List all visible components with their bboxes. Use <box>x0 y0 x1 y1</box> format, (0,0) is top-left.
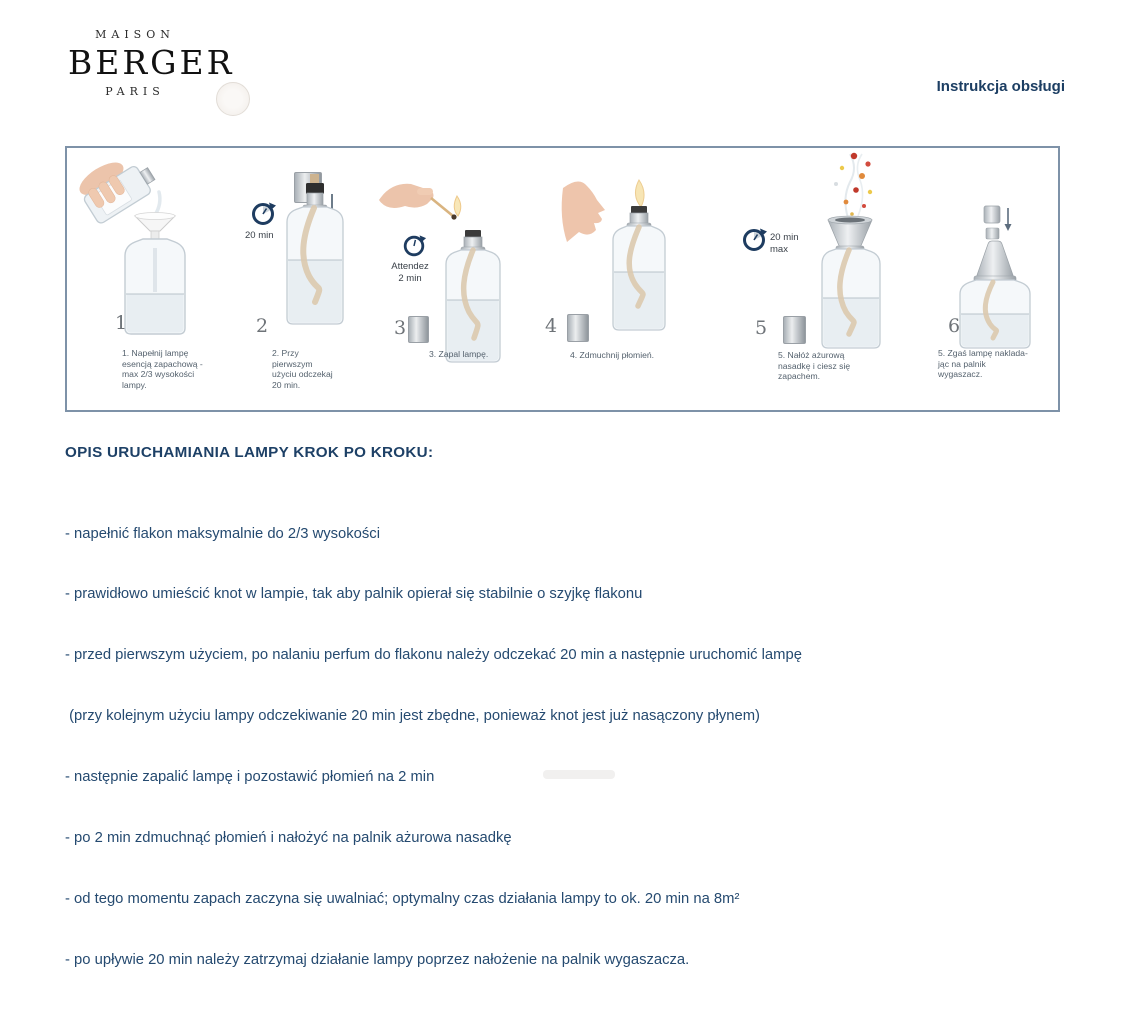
logo-seal-icon <box>216 82 250 116</box>
faint-watermark <box>543 770 615 779</box>
instruction-line: - po upływie 20 min należy zatrzymaj działanie lampy poprzez nałożenie na palnik wygaszacza. <box>65 951 690 968</box>
blow-out-flame-illustration-icon <box>555 174 685 334</box>
step-caption: 4. Zdmuchnij płomień. <box>570 350 655 360</box>
match-icon <box>431 198 453 216</box>
instruction-line: - przed pierwszym użyciem, po nalaniu perfum do flakonu należy odczekać 20 min a następnie uruchomić lampę <box>65 647 802 664</box>
step-number: 2 <box>256 315 269 337</box>
step-3 <box>377 148 525 408</box>
snuffer-lamp-illustration-icon <box>948 204 1043 354</box>
diffusing-lamp-illustration-icon <box>792 150 902 350</box>
lamp-cap-icon <box>567 314 589 342</box>
step-caption: 5. Zgaś lampę naklada- jąc na palnik wygaszacz. <box>938 348 1028 380</box>
instructions-heading: OPIS URUCHAMIANIA LAMPY KROK PO KROKU: <box>65 444 434 461</box>
timer-label: 20 min <box>245 230 274 241</box>
document-title: Instrukcja obsługi <box>936 78 1065 95</box>
funnel-icon <box>135 213 175 241</box>
step-number: 4 <box>545 315 558 337</box>
instruction-line: - następnie zapalić lampę i pozostawić płomień na 2 min <box>65 769 435 786</box>
lamp-cap-icon <box>408 316 429 343</box>
instruction-line: - napełnić flakon maksymalnie do 2/3 wysokości <box>65 525 380 542</box>
instruction-line: - od tego momentu zapach zaczyna się uwalniać; optymalny czas działania lampy to ok. 20 min na 8m² <box>65 890 740 907</box>
timer-clock-icon <box>401 233 427 259</box>
open-burner-top-icon <box>828 216 872 252</box>
lamp-bottle-icon <box>432 228 516 368</box>
timer-clock-icon <box>740 226 768 254</box>
lamp-bottle-icon <box>125 239 185 334</box>
snuffer-cone-icon <box>974 241 1016 282</box>
pour-essence-illustration-icon <box>75 152 235 342</box>
step-caption: 5. Nałóż ażurową nasadkę i ciesz się zapachem. <box>778 350 851 382</box>
snuffer-knob-icon <box>984 206 1000 223</box>
wick-tip-icon <box>310 174 319 184</box>
logo-maison: MAISON <box>95 28 175 41</box>
timer-label-line2: 2 min <box>398 272 422 284</box>
brand-logo <box>68 28 235 98</box>
burner-stopper-icon <box>306 183 324 194</box>
flame-icon <box>454 196 461 216</box>
lamp-cap-icon <box>783 316 806 344</box>
timer-label-line1: 20 min <box>770 232 799 243</box>
arrow-down-icon <box>1005 208 1012 231</box>
step-number: 1 <box>115 312 128 334</box>
steps-panel <box>65 146 1060 412</box>
step-number: 3 <box>394 317 407 339</box>
instruction-line: - prawidłowo umieścić knot w lampie, tak aby palnik opierał się stabilnie o szyjkę flakonu <box>65 586 643 603</box>
step-2 <box>241 148 375 408</box>
step-caption: 1. Napełnij lampę esencją zapachową - max 2/3 wysokości lampy. <box>122 348 203 390</box>
step-6 <box>915 148 1058 408</box>
timer-label-line1: Attendez <box>391 261 429 272</box>
instruction-line: (przy kolejnym użyciu lampy odczekiwanie 20 min jest zbędne, ponieważ knot jest już nasączony płynem) <box>65 708 760 725</box>
timer-label-line2: max <box>770 243 788 255</box>
instruction-line: - po 2 min zdmuchnąć płomień i nałożyć na palnik ażurowa nasadkę <box>65 830 512 847</box>
flame-icon <box>635 180 644 207</box>
logo-paris: PARIS <box>105 85 165 98</box>
pour-stream-icon <box>155 192 160 215</box>
blowing-face-icon <box>562 181 605 242</box>
step-5 <box>730 148 913 408</box>
lamp-with-wick-illustration-icon <box>269 170 361 332</box>
step-caption: 3. Zapal lampę. <box>429 349 489 359</box>
instructions-section <box>65 444 995 1011</box>
step-number: 6 <box>948 315 961 337</box>
instructions-list <box>65 483 995 1011</box>
step-1 <box>69 148 241 408</box>
logo-berger: BERGER <box>68 43 235 82</box>
fragrance-particles-icon <box>834 153 872 218</box>
step-4 <box>530 148 700 408</box>
step-number: 5 <box>755 317 768 339</box>
step-caption: 2. Przy pierwszym użyciu odczekaj 20 min. <box>272 348 333 390</box>
